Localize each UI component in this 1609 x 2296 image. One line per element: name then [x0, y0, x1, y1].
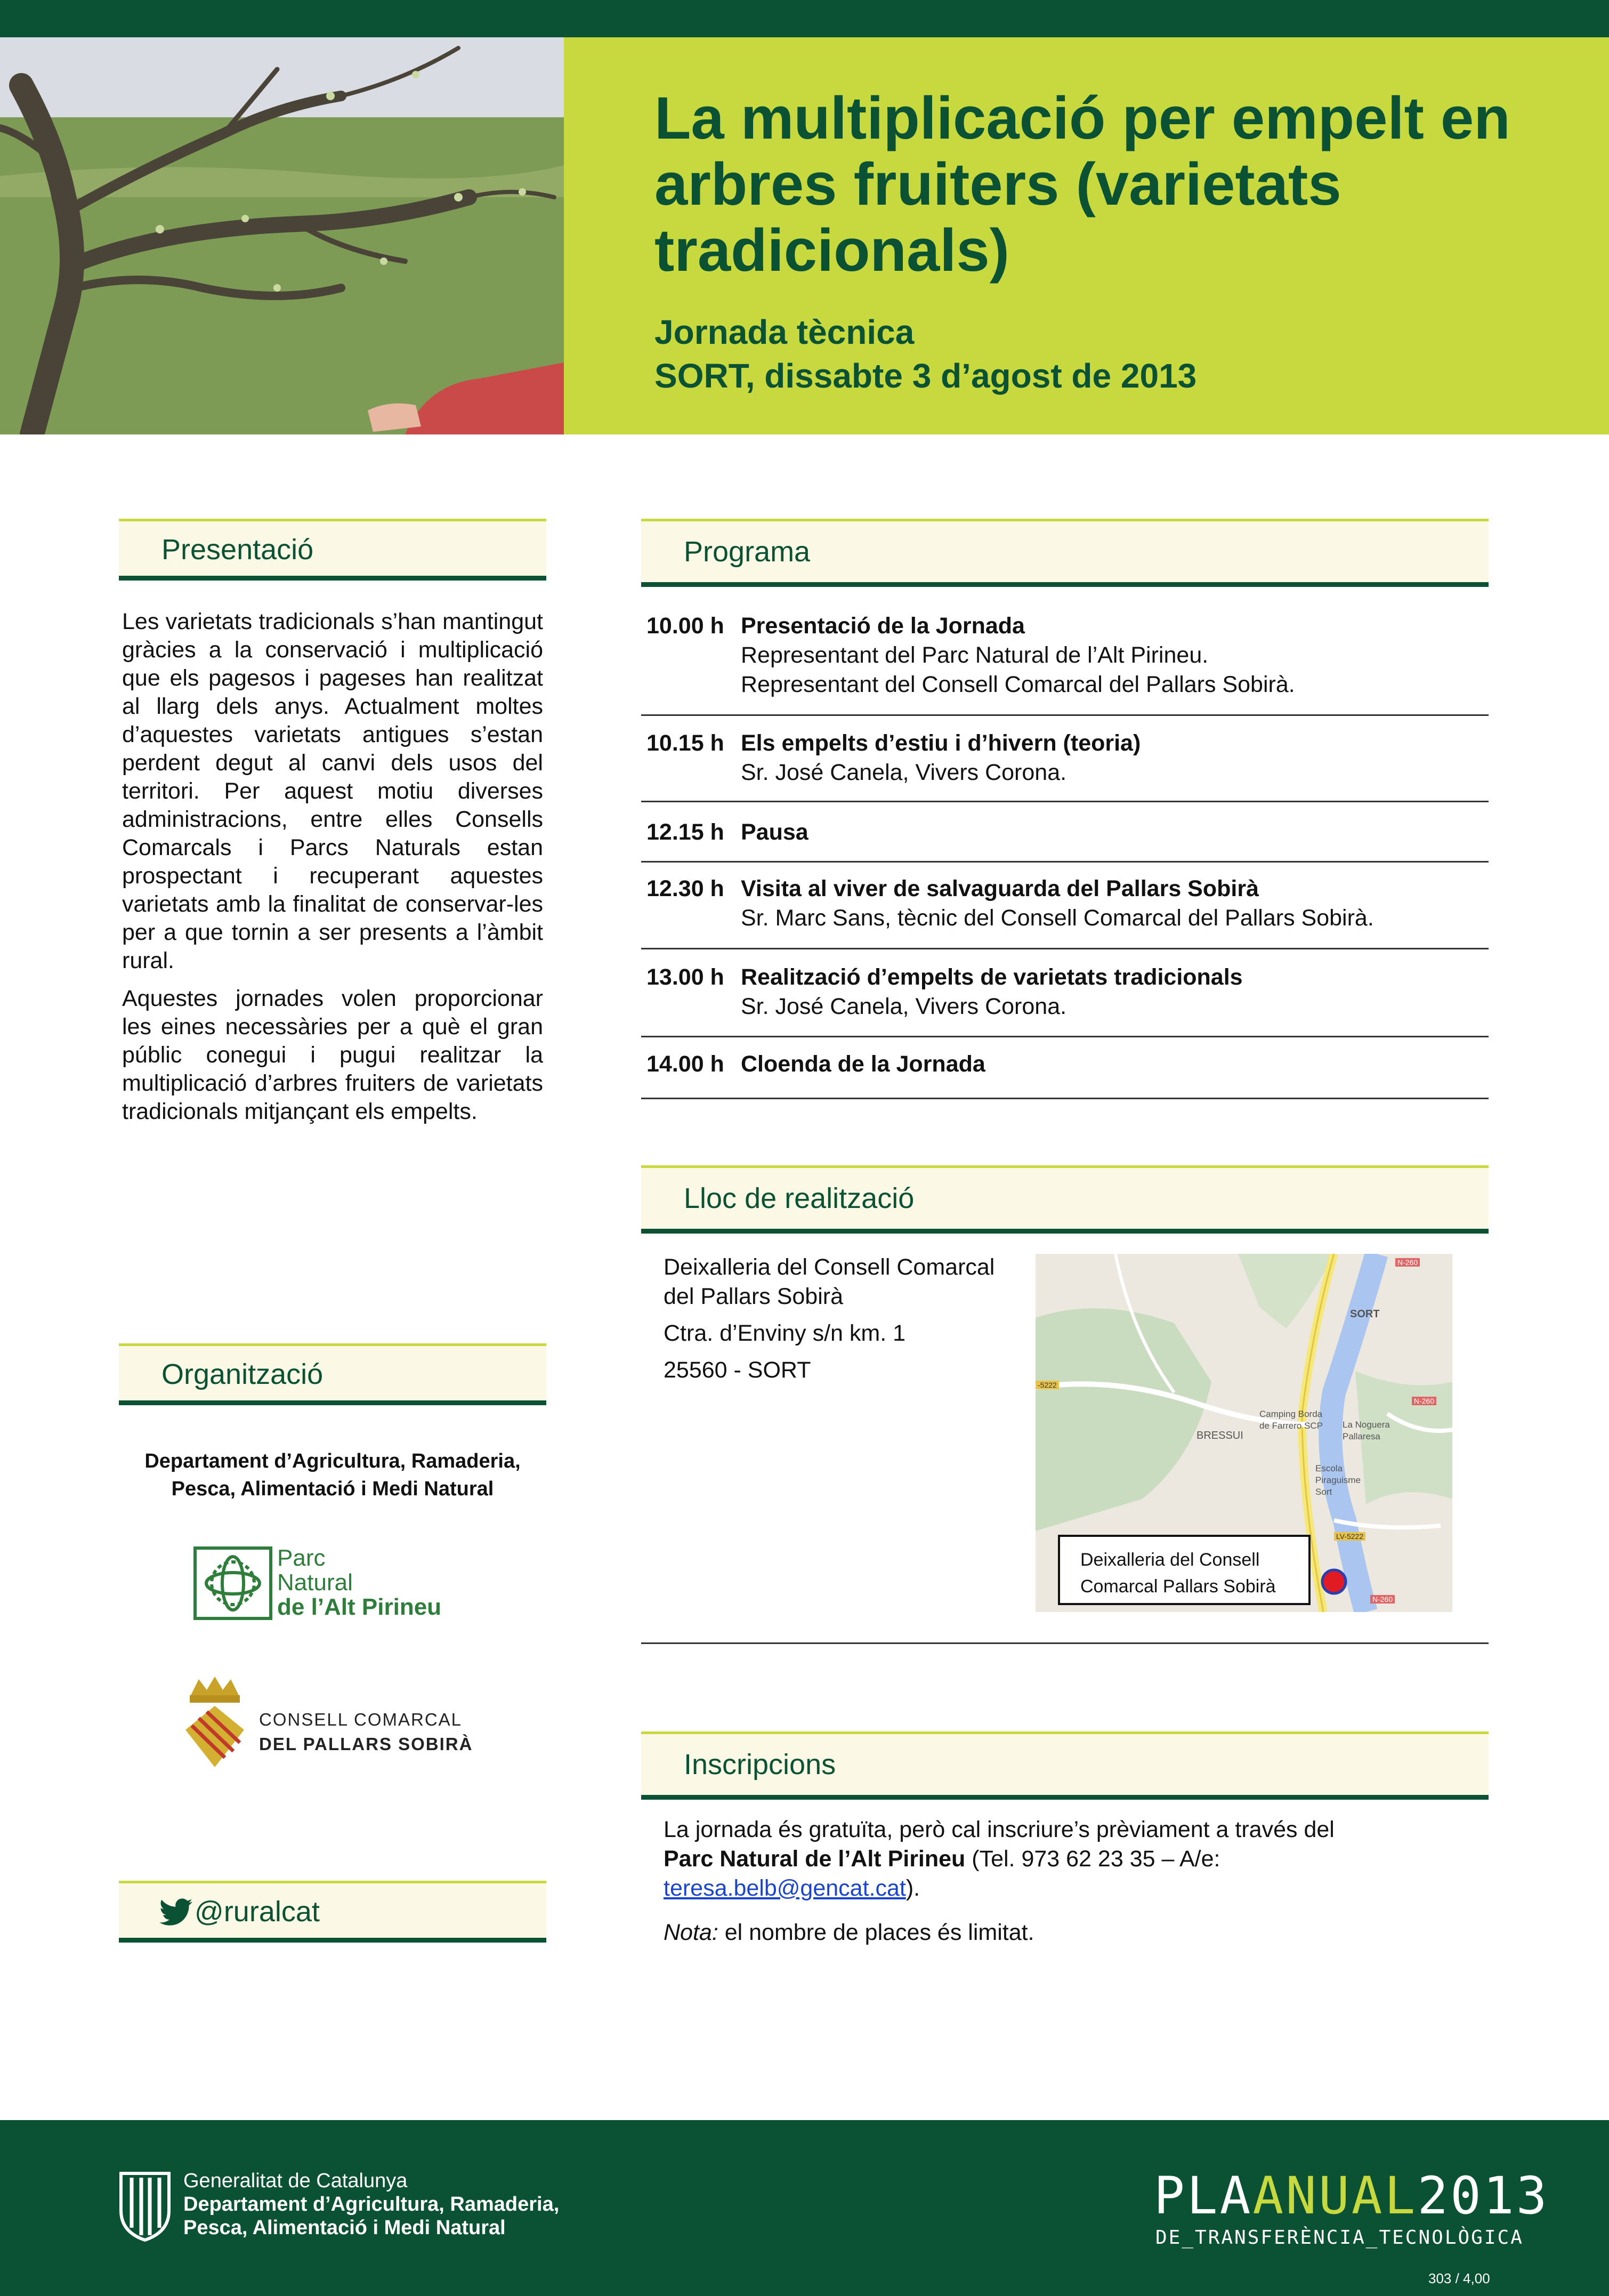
tree-photo-illustration — [0, 37, 564, 434]
pla-anual-subtitle: DE_TRANSFERÈNCIA_TECNOLÒGICA — [1155, 2227, 1524, 2249]
map-callout-line-1: Deixalleria del Consell — [1080, 1550, 1260, 1570]
programa-header — [641, 519, 1489, 587]
map-label-noguera: La Noguera Pallaresa — [1343, 1420, 1390, 1441]
twitter-header[interactable] — [119, 1881, 546, 1943]
map-callout-line-2: Comarcal Pallars Sobirà — [1080, 1576, 1276, 1597]
parc-natural-wordmark — [277, 1546, 441, 1620]
presentacio-header — [119, 519, 546, 581]
inscripcions-line-2 — [664, 1844, 1484, 1874]
organitzacio-department — [119, 1447, 546, 1503]
inscripcions-note — [664, 1918, 1484, 1947]
organitzacio-dept-line-2: Pesca, Alimentació i Medi Natural — [171, 1478, 494, 1500]
lloc-divider — [641, 1642, 1489, 1644]
program-item — [641, 949, 1489, 1037]
parc-natural-logo — [193, 1546, 555, 1621]
program-detail: Representant del Parc Natural de l’Alt Pirineu. — [741, 642, 1209, 668]
location-marker[interactable] — [1322, 1570, 1346, 1593]
consell-comarcal-wordmark — [259, 1707, 473, 1757]
program-item — [641, 716, 1489, 802]
parc-natural-line-2: Natural — [277, 1569, 353, 1596]
program-title: Visita al viver de salvaguarda del Pallars Sobirà — [741, 876, 1259, 901]
address-line-2: del Pallars Sobirà — [664, 1284, 844, 1309]
program-detail: Representant del Consell Comarcal del Pallars Sobirà. — [741, 672, 1295, 697]
program-detail: Sr. José Canela, Vivers Corona. — [741, 760, 1067, 785]
twitter-handle[interactable]: @ruralcat — [195, 1896, 320, 1928]
organitzacio-heading: Organització — [161, 1358, 324, 1390]
page-subtitle — [654, 310, 1196, 398]
program-time: 14.00 h — [646, 1051, 724, 1077]
program-title: Pausa — [741, 819, 808, 845]
program-detail: Sr. José Canela, Vivers Corona. — [741, 994, 1067, 1019]
inscripcions-phone: (Tel. 973 62 23 35 – A/e: — [965, 1846, 1220, 1872]
consell-line-2: DEL PALLARS SOBIRÀ — [259, 1734, 473, 1754]
presentacio-heading: Presentació — [161, 534, 314, 566]
program-title: Presentació de la Jornada — [741, 613, 1025, 639]
parc-natural-emblem-icon — [193, 1546, 273, 1621]
program-time: 10.15 h — [646, 730, 724, 756]
consell-line-1: CONSELL COMARCAL — [259, 1710, 463, 1729]
inscripcions-heading: Inscripcions — [684, 1749, 836, 1781]
consell-comarcal-logo — [180, 1677, 553, 1770]
map-road-label: LV-5222 — [1334, 1532, 1365, 1541]
presentacio-text — [122, 608, 543, 1126]
program-time: 13.00 h — [646, 964, 724, 990]
generalitat-line-3: Pesca, Alimentació i Medi Natural — [183, 2217, 506, 2239]
parc-natural-line-3: de l’Alt Pirineu — [277, 1594, 442, 1620]
map-road-label: -5222 — [1036, 1381, 1059, 1389]
nota-text: el nombre de places és limitat. — [718, 1920, 1034, 1945]
inscripcions-text — [664, 1815, 1484, 1947]
inscripcions-line-3 — [664, 1874, 1484, 1903]
program-item — [641, 802, 1489, 863]
generalitat-line-1: Generalitat de Catalunya — [183, 2170, 408, 2192]
subtitle-date-place: SORT, dissabte 3 d’agost de 2013 — [654, 357, 1197, 395]
pla-anual-part-2: ANUAL — [1252, 2166, 1418, 2226]
program-time: 10.00 h — [646, 613, 724, 639]
program-title: Cloenda de la Jornada — [741, 1051, 985, 1077]
presentacio-paragraph-2: Aquestes jornades volen proporcionar les eines necessàries per a què el gran públic conegui i pugui realitzar la multiplicació d’arbres fruiters de varietats tradicionals mitjançant els empelts. — [122, 986, 543, 1124]
generalitat-line-2: Departament d’Agricultura, Ramaderia, — [183, 2193, 560, 2216]
map-label-sort: SORT — [1350, 1308, 1380, 1320]
lloc-heading: Lloc de realització — [684, 1182, 915, 1214]
inscripcions-close: ). — [905, 1875, 920, 1901]
address-line-3: Ctra. d’Enviny s/n km. 1 — [664, 1320, 906, 1346]
program-item — [641, 863, 1489, 949]
map-label-bressui: BRESSUI — [1196, 1430, 1243, 1441]
map-road-label: N-260 — [1370, 1595, 1395, 1604]
organitzacio-dept-line-1: Departament d’Agricultura, Ramaderia, — [144, 1450, 521, 1472]
inscripcions-organizer: Parc Natural de l’Alt Pirineu — [664, 1846, 966, 1872]
location-map[interactable] — [1036, 1254, 1452, 1612]
top-bar — [0, 0, 1609, 37]
generalitat-text — [183, 2169, 559, 2239]
organitzacio-header — [119, 1343, 546, 1405]
pla-anual-part-1: PLA — [1154, 2166, 1253, 2226]
map-road-label: N-260 — [1395, 1258, 1420, 1267]
twitter-bird-icon — [159, 1898, 192, 1926]
email-link[interactable]: teresa.belb@gencat.cat — [664, 1875, 906, 1901]
program-title: Realització d’empelts de varietats tradicionals — [741, 964, 1243, 990]
program-title: Els empelts d’estiu i d’hivern (teoria) — [741, 730, 1141, 756]
subtitle-event-type: Jornada tècnica — [654, 313, 915, 351]
consell-comarcal-shield-icon — [180, 1677, 249, 1770]
nota-label: Nota: — [664, 1920, 718, 1945]
page-title: La multiplicació per empelt en arbres fruiters (varietats tradicionals) — [654, 85, 1510, 284]
map-callout — [1058, 1535, 1311, 1605]
pla-anual-wordmark — [1154, 2166, 1549, 2226]
program-detail: Sr. Marc Sans, tècnic del Consell Comarcal del Pallars Sobirà. — [741, 905, 1374, 931]
inscripcions-header — [641, 1731, 1489, 1800]
generalitat-logo-icon — [116, 2168, 174, 2243]
programa-heading: Programa — [684, 536, 811, 568]
map-label-camping: Camping Borda de Farrero SCP — [1259, 1409, 1323, 1431]
map-label-escola: Escola Piraguisme Sort — [1315, 1463, 1361, 1497]
address-line-4: 25560 - SORT — [664, 1357, 811, 1383]
program-item — [641, 602, 1489, 716]
program-time: 12.30 h — [646, 876, 724, 901]
lloc-header — [641, 1165, 1489, 1234]
program-item — [641, 1037, 1489, 1099]
program-time: 12.15 h — [646, 819, 724, 845]
inscripcions-line-1: La jornada és gratuïta, però cal inscriure’s prèviament a través del — [664, 1817, 1335, 1842]
map-road-label: N-260 — [1412, 1397, 1436, 1405]
pla-anual-part-3: 2013 — [1417, 2166, 1549, 2226]
presentacio-paragraph-1: Les varietats tradicionals s’han mantingut gràcies a la conservació i multiplicació que els pagesos i pageses han realitzat al llarg dels anys. Actualment moltes d’aquestes varietats antigues s’estan perdent degut al canvi dels usos del territori. Per aquest motiu diverses administracions, entre elles Consells Comarcals i Parcs Naturals estan prospectant i recuperant aquestes varietats amb la finalitat de conservar-les per a que tornin a ser presents a l’àmbit rural. — [122, 609, 543, 973]
page-reference: 303 / 4,00 — [1428, 2270, 1490, 2286]
header-photo-tree — [0, 37, 564, 434]
address-line-1: Deixalleria del Consell Comarcal — [664, 1254, 995, 1280]
lloc-address — [664, 1253, 994, 1385]
parc-natural-line-1: Parc — [277, 1545, 326, 1571]
footer — [0, 2120, 1609, 2296]
